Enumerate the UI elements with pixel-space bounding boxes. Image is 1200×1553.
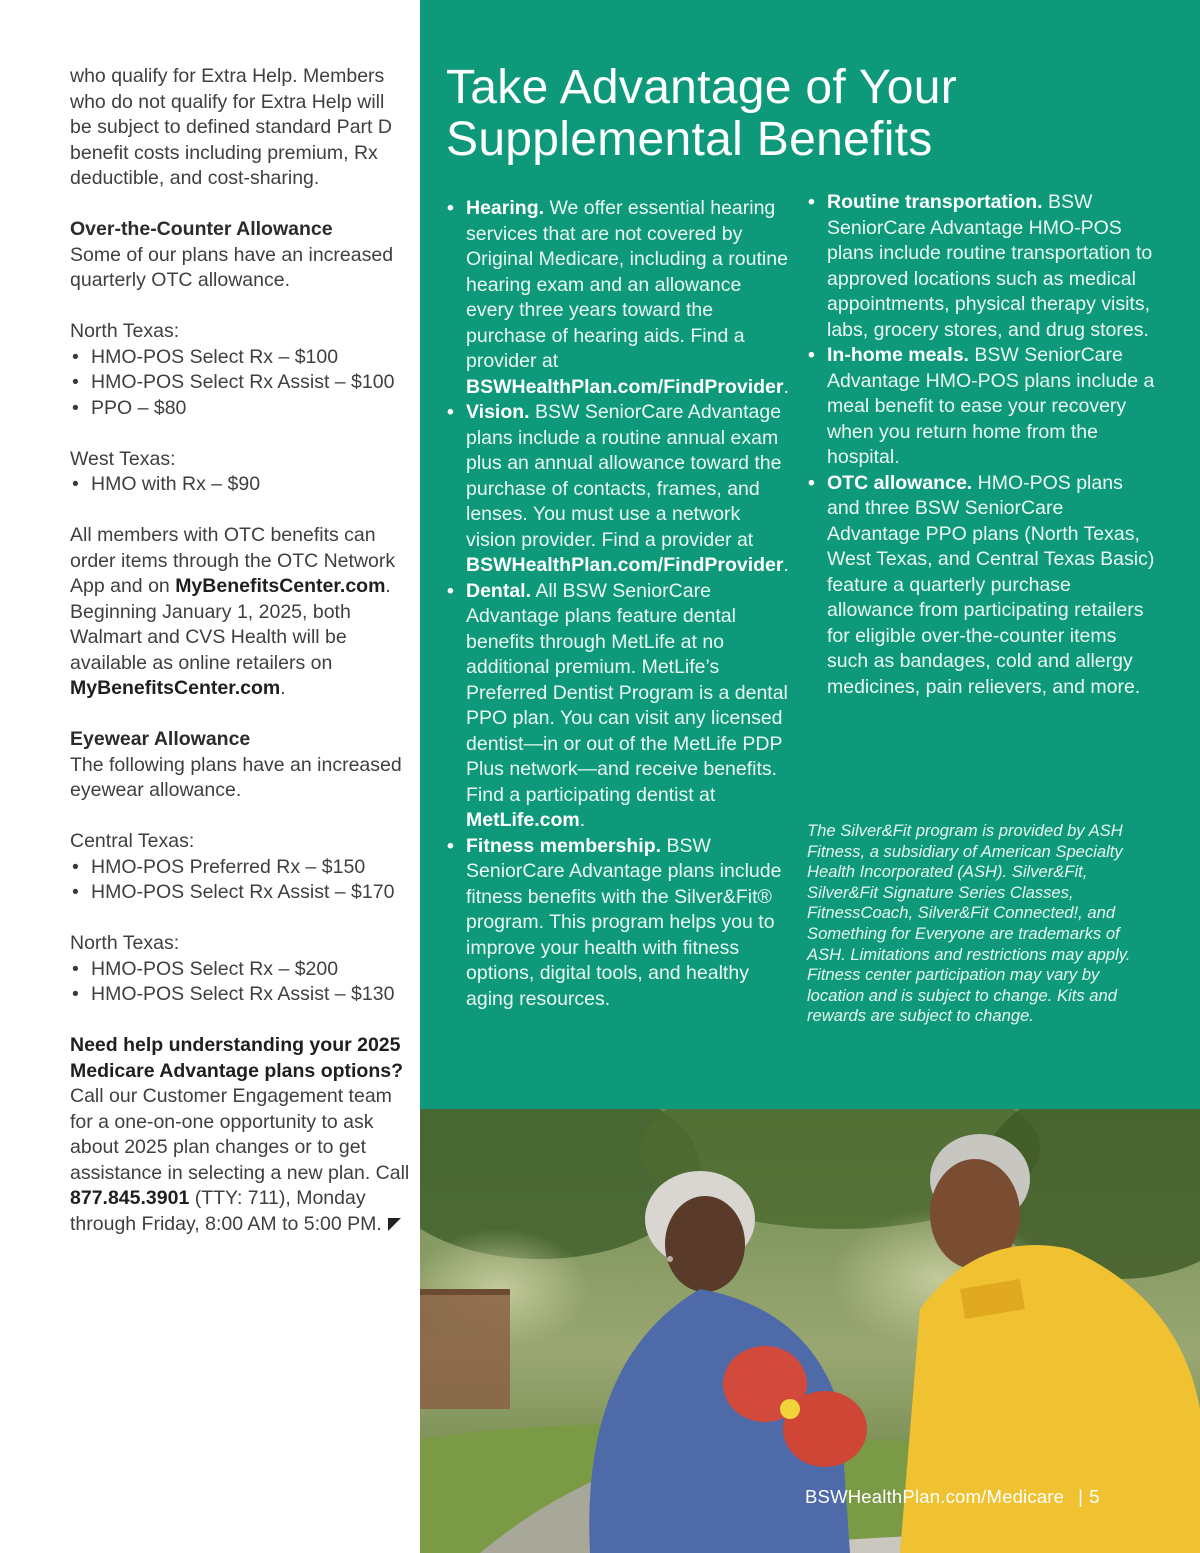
panel-title <box>446 62 1166 166</box>
help-question: Need help understanding your 2025 Medicare Advantage plans options? <box>70 1034 404 1082</box>
benefit-title: Dental. <box>466 579 532 602</box>
list-item: • HMO-POS Select Rx – $100 <box>70 345 410 371</box>
end-of-article-icon <box>388 1218 401 1231</box>
otc-members-text: . Beginning January 1, 2025, both Walmart and CVS Health will be available as online retailers on <box>70 575 391 674</box>
eyewear-central-texas-list <box>70 855 410 906</box>
list-item: • HMO with Rx – $90 <box>70 472 410 498</box>
benefit-text: BSW SeniorCare Advantage HMO-POS plans include a meal benefit to ease your recovery when you return home from the hospital. <box>827 344 1155 468</box>
list-item: • HMO-POS Select Rx Assist – $170 <box>70 880 410 906</box>
otc-intro: Some of our plans have an increased quarterly OTC allowance. <box>70 243 394 291</box>
footer-separator: | <box>1078 1486 1084 1507</box>
otc-members-text: . <box>280 677 286 699</box>
footer-url[interactable]: BSWHealthPlan.com/Medicare <box>805 1486 1065 1507</box>
help-paragraph <box>70 1033 410 1237</box>
benefit-title: Fitness membership. <box>466 834 662 857</box>
title-line: Supplemental Benefits <box>446 113 933 166</box>
help-text: Call our Customer Engagement team for a one-on-one opportunity to ask about 2025 plan changes or to get assistance in selecting a new plan. Call <box>70 1085 410 1184</box>
page-number: 5 <box>1089 1486 1100 1507</box>
otc-north-texas-label: North Texas: <box>70 320 180 342</box>
benefit-text: BSW SeniorCare Advantage plans include fitness benefits with the Silver&Fit® program. This program helps you to improve your health with fitness options, digital tools, and healthy aging resources. <box>466 834 782 1010</box>
help-text: (TTY: 711), Monday through Friday, 8:00 AM to 5:00 PM. <box>70 1187 382 1235</box>
benefit-vision <box>446 400 791 579</box>
benefit-title: Routine transportation. <box>827 191 1043 213</box>
benefit-title: In-home meals. <box>827 344 969 366</box>
benefit-dental <box>446 579 791 834</box>
mybenefitscenter-link[interactable]: MyBenefitsCenter.com <box>70 677 281 699</box>
otc-west-texas-label: West Texas: <box>70 447 176 470</box>
supplemental-benefits-panel <box>420 0 1200 1109</box>
otc-members-paragraph <box>70 523 410 702</box>
mybenefitscenter-link[interactable]: MyBenefitsCenter.com <box>175 575 386 597</box>
benefits-column-right <box>807 190 1159 700</box>
otc-west-texas-list <box>70 472 410 498</box>
benefit-title: Hearing. <box>466 197 545 219</box>
benefit-text: . <box>579 809 586 831</box>
benefits-column-left <box>446 196 791 1012</box>
left-column <box>70 64 410 1237</box>
list-item: • HMO-POS Preferred Rx – $150 <box>70 855 410 881</box>
benefit-text: . <box>783 554 789 576</box>
list-item: • HMO-POS Select Rx – $200 <box>70 957 410 983</box>
extra-help-paragraph: who qualify for Extra Help. Members who do not qualify for Extra Help will be subject to defined standard Part D benefit costs including premium, Rx deductible, and cost-sharing. <box>70 65 392 189</box>
eyewear-intro: The following plans have an increased eyewear allowance. <box>70 753 402 801</box>
phone-number-link[interactable]: 877.845.3901 <box>70 1187 190 1209</box>
eyewear-north-texas-label: North Texas: <box>70 932 180 954</box>
benefit-in-home-meals <box>807 343 1159 471</box>
otc-north-texas-list <box>70 345 410 422</box>
page-footer <box>805 1486 1100 1508</box>
benefit-text: All BSW SeniorCare Advantage plans feature dental benefits through MetLife at no additional premium. MetLife’s Preferred Dentist Program is a dental PPO plan. You can visit any licensed dentist—in or out of the MetLife PDP Plus network—and receive benefits. Find a participating dentist at <box>466 579 788 806</box>
list-item: • HMO-POS Select Rx Assist – $100 <box>70 370 410 396</box>
eyewear-north-texas-list <box>70 957 410 1008</box>
benefit-transportation <box>807 190 1159 343</box>
otc-heading: Over-the-Counter Allowance <box>70 218 333 240</box>
find-provider-link[interactable]: BSWHealthPlan.com/FindProvider <box>466 375 784 398</box>
benefit-otc-allowance <box>807 471 1159 701</box>
benefit-text: BSW SeniorCare Advantage plans include a routine annual exam plus an annual allowance toward the purchase of contacts, frames, and lenses. You must use a network vision provider. Find a provider at <box>466 401 782 551</box>
benefit-text: BSW SeniorCare Advantage HMO-POS plans include routine transportation to approved locations such as medical appointments, physical therapy visits, labs, grocery stores, and drug stores. <box>827 191 1153 341</box>
metlife-link[interactable]: MetLife.com <box>466 809 580 831</box>
find-provider-link[interactable]: BSWHealthPlan.com/FindProvider <box>466 554 784 576</box>
benefit-text: We offer essential hearing services that are not covered by Original Medicare, including a routine hearing exam and an allowance every three years toward the purchase of hearing aids. Find a provider at <box>466 197 788 372</box>
eyewear-central-texas-label: Central Texas: <box>70 830 195 852</box>
eyewear-heading: Eyewear Allowance <box>70 728 251 750</box>
title-line: Take Advantage of Your <box>446 61 958 114</box>
list-item: • HMO-POS Select Rx Assist – $130 <box>70 982 410 1008</box>
silverfit-disclaimer: The Silver&Fit program is provided by ASH Fitness, a subsidiary of American Specialty Health Incorporated (ASH). Silver&Fit, Silver&Fit Signature Series Classes, FitnessCoach, Silver&Fit Connected!, and Something for Everyone are trademarks of ASH. Limitations and restrictions may apply. Fitness center participation may vary by location and is subject to change. Kits and rewards are subject to change. <box>807 821 1131 1026</box>
benefit-hearing <box>446 196 791 400</box>
otc-members-text: All members with OTC benefits can order items through the OTC Network App and on <box>70 524 396 597</box>
benefit-title: OTC allowance. <box>827 471 973 494</box>
list-item: • PPO – $80 <box>70 396 410 422</box>
benefit-text: HMO-POS plans and three BSW SeniorCare Advantage PPO plans (North Texas, West Texas, and Central Texas Basic) feature a quarterly purchase allowance from participating retailers for eligible over-the-counter items such as bandages, cold and allergy medicines, pain relievers, and more. <box>827 471 1155 698</box>
benefit-title: Vision. <box>466 401 530 423</box>
benefit-text: . <box>783 375 789 398</box>
benefit-fitness <box>446 834 791 1013</box>
